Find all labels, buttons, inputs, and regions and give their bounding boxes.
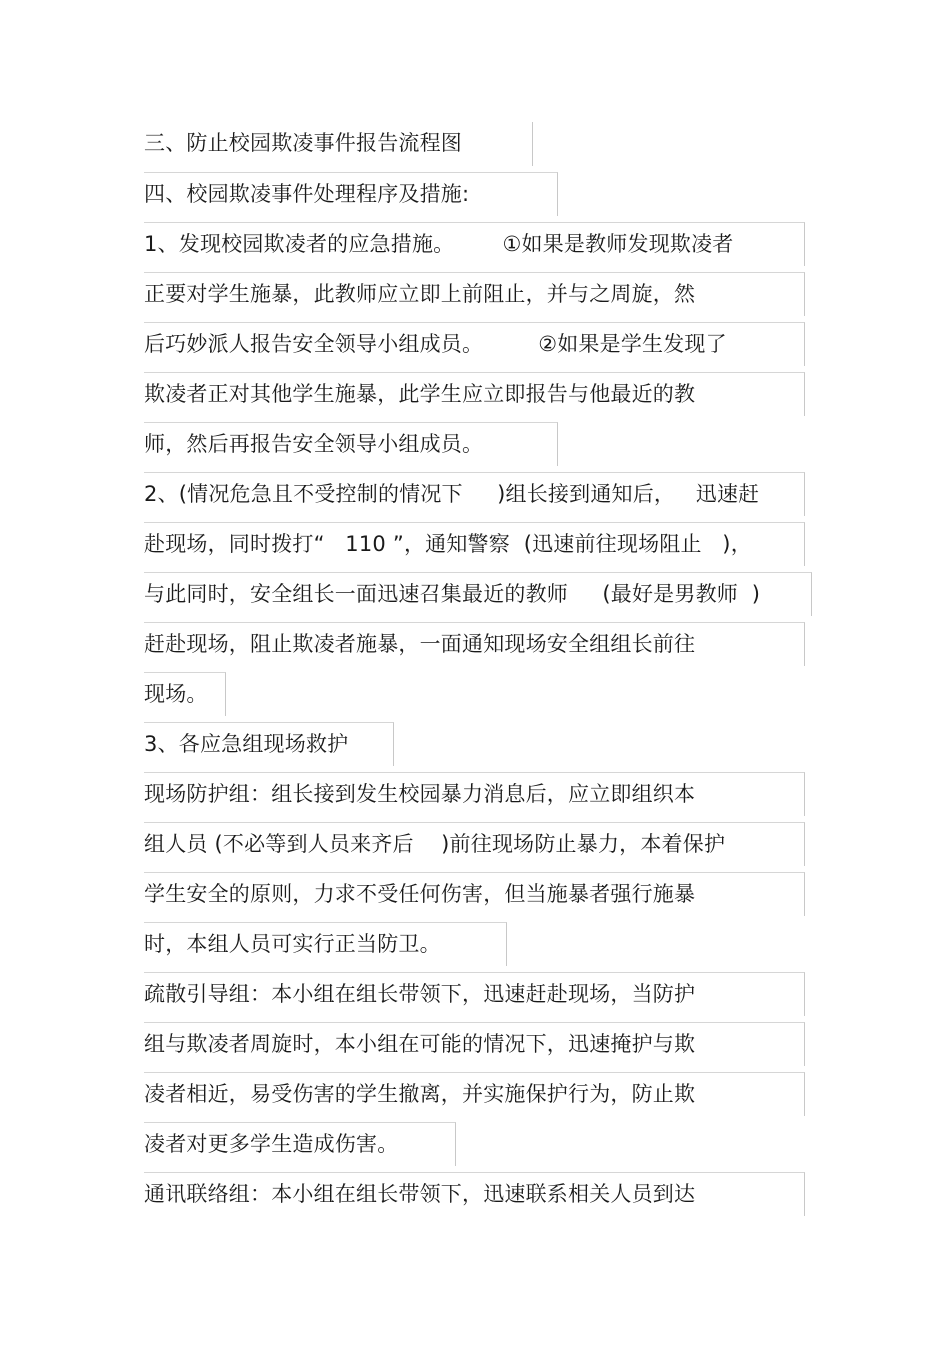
text-line: 学生安全的原则，力求不受任何伤害，但当施暴者强行施暴 xyxy=(144,872,805,916)
section-heading-flowchart: 三、防止校园欺凌事件报告流程图 xyxy=(144,122,533,166)
text-line: 与此同时，安全组长一面迅速召集最近的教师 (最好是男教师 ) xyxy=(144,572,812,616)
text-line: 凌者对更多学生造成伤害。 xyxy=(144,1122,456,1166)
text-line: 疏散引导组：本小组在组长带领下，迅速赶赴现场，当防护 xyxy=(144,972,805,1016)
text-line: 现场。 xyxy=(144,672,226,716)
text-line: 赴现场，同时拨打“ 110 ”，通知警察 (迅速前往现场阻止 )， xyxy=(144,522,805,566)
text-line: 赶赴现场，阻止欺凌者施暴，一面通知现场安全组组长前往 xyxy=(144,622,805,666)
text-line: 2、(情况危急且不受控制的情况下 )组长接到通知后， 迅速赶 xyxy=(144,472,805,516)
text-line: 组人员 (不必等到人员来齐后 )前往现场防止暴力，本着保护 xyxy=(144,822,805,866)
text-line: 时，本组人员可实行正当防卫。 xyxy=(144,922,507,966)
text-line: 通讯联络组：本小组在组长带领下，迅速联系相关人员到达 xyxy=(144,1172,805,1216)
text-line: 凌者相近，易受伤害的学生撤离，并实施保护行为，防止欺 xyxy=(144,1072,805,1116)
text-line: 正要对学生施暴，此教师应立即上前阻止，并与之周旋，然 xyxy=(144,272,805,316)
text-line: 1、发现校园欺凌者的应急措施。 ①如果是教师发现欺凌者 xyxy=(144,222,805,266)
text-line: 欺凌者正对其他学生施暴，此学生应立即报告与他最近的教 xyxy=(144,372,805,416)
section-heading-procedures: 四、校园欺凌事件处理程序及措施: xyxy=(144,172,558,216)
section-heading-rescue: 3、各应急组现场救护 xyxy=(144,722,394,766)
text-line: 组与欺凌者周旋时，本小组在可能的情况下，迅速掩护与欺 xyxy=(144,1022,805,1066)
text-line: 后巧妙派人报告安全领导小组成员。 ②如果是学生发现了 xyxy=(144,322,805,366)
text-line: 师，然后再报告安全领导小组成员。 xyxy=(144,422,558,466)
text-line: 现场防护组：组长接到发生校园暴力消息后，应立即组织本 xyxy=(144,772,805,816)
